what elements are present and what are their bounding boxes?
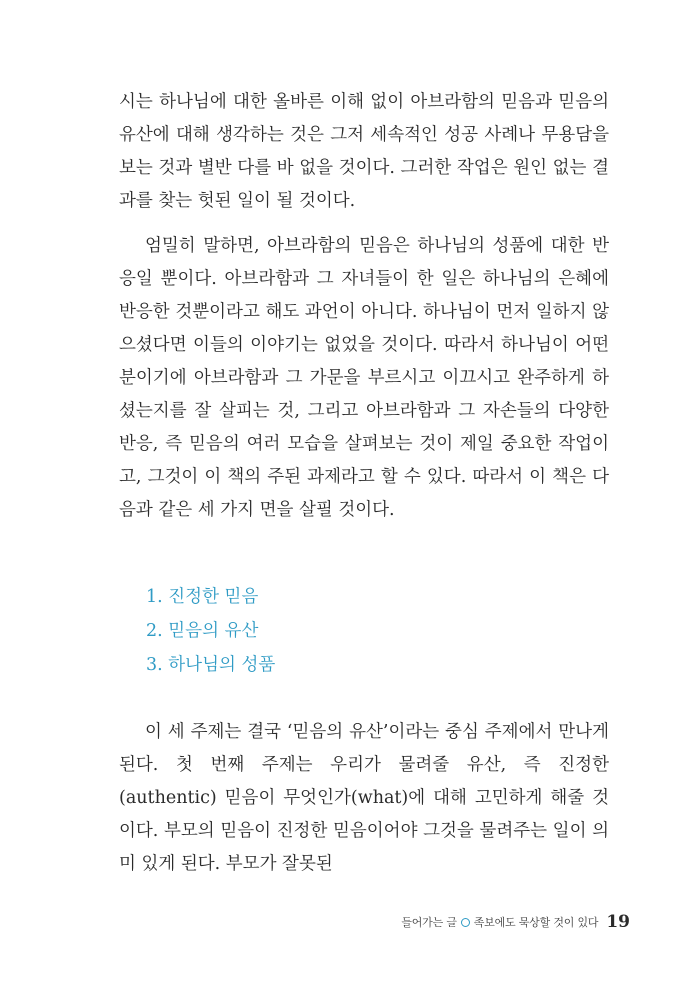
circle-separator-icon xyxy=(461,918,470,927)
footer-chapter-title: 족보에도 묵상할 것이 있다 xyxy=(473,916,599,929)
running-footer xyxy=(401,912,630,932)
list-item: 3. 하나님의 성품 xyxy=(146,655,276,675)
footer-section-title: 들어가는 글 xyxy=(401,916,457,929)
page-number: 19 xyxy=(606,912,630,932)
list-item: 1. 진정한 믿음 xyxy=(146,587,259,607)
paragraph-text: 이 세 주제는 결국 ‘믿음의 유산’이라는 중심 주제에서 만나게 된다. 첫 번째 주제는 우리가 물려줄 유산, 즉 진정한(authentic) 믿음이 무엇인가(what)에 대해 고민하게 해줄 것이다. 부모의 믿음이 진정한 믿음이어야 그것을 물려주는 일이 의미 있게 된다. 부모가 잘못된 xyxy=(119,722,609,874)
body-paragraph-2 xyxy=(119,230,609,527)
topic-list xyxy=(146,580,275,682)
paragraph-text: 시는 하나님에 대한 올바른 이해 없이 아브라함의 믿음과 믿음의 유산에 대해 생각하는 것은 그저 세속적인 성공 사례나 무용담을 보는 것과 별반 다를 바 없을 것이다. 그러한 작업은 원인 없는 결과를 찾는 헛된 일이 될 것이다. xyxy=(119,92,609,211)
body-paragraph-1 xyxy=(119,86,609,218)
paragraph-text: 엄밀히 말하면, 아브라함의 믿음은 하나님의 성품에 대한 반응일 뿐이다. 아브라함과 그 자녀들이 한 일은 하나님의 은혜에 반응한 것뿐이라고 해도 과언이 아니다. 하나님이 먼저 일하지 않으셨다면 이들의 이야기는 없었을 것이다. 따라서 하나님이 어떤 분이기에 아브라함과 그 가문을 부르시고 이끄시고 완주하게 하셨는지를 잘 살피는 것, 그리고 아브라함과 그 자손들의 다양한 반응, 즉 믿음의 여러 모습을 살펴보는 것이 제일 중요한 작업이고, 그것이 이 책의 주된 과제라고 할 수 있다. 따라서 이 책은 다음과 같은 세 가지 면을 살필 것이다. xyxy=(119,236,609,520)
list-item: 2. 믿음의 유산 xyxy=(146,621,259,641)
body-paragraph-3 xyxy=(119,716,609,881)
